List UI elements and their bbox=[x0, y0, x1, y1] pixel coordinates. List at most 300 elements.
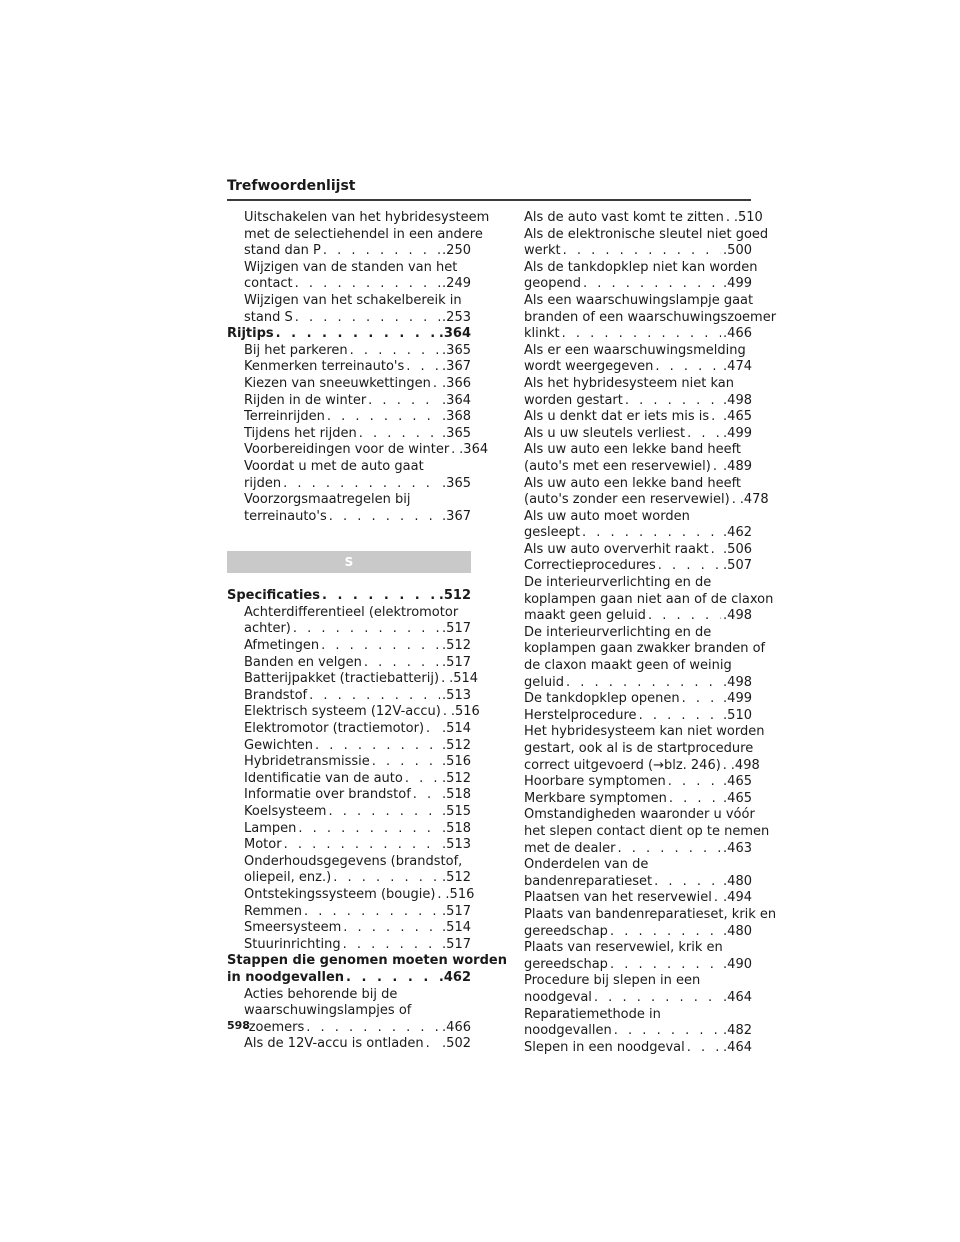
index-entry-text: rijden bbox=[244, 475, 282, 491]
index-entry-text: Banden en velgen bbox=[244, 654, 362, 670]
index-entry-text: -zoemers bbox=[244, 1019, 305, 1035]
dot-leader bbox=[723, 758, 729, 775]
dot-leader bbox=[654, 874, 721, 891]
index-entry-leader-line bbox=[244, 638, 471, 655]
index-entry bbox=[227, 426, 471, 443]
index-entry-page: .510 bbox=[723, 707, 752, 723]
index-entry-text: de claxon maakt geen of weinig bbox=[524, 658, 732, 674]
index-entry-leader-line bbox=[524, 691, 752, 708]
index-entry-page: .464 bbox=[723, 1039, 752, 1055]
index-entry bbox=[524, 1040, 752, 1057]
index-entry bbox=[227, 821, 471, 838]
index-entry bbox=[524, 708, 752, 725]
index-entry bbox=[227, 886, 475, 904]
index-entry-text: Plaats van bandenreparatieset, krik en bbox=[524, 906, 777, 922]
index-entry-page: .499 bbox=[723, 425, 752, 441]
index-entry-page: .478 bbox=[739, 492, 769, 508]
index-entry bbox=[227, 459, 471, 492]
index-entry-text: Ontstekingssysteem (bougie) bbox=[244, 886, 436, 902]
index-entry-text: wordt weergegeven bbox=[524, 359, 654, 375]
index-entry-leader-line bbox=[244, 870, 471, 887]
index-entry-leader-line bbox=[524, 276, 752, 293]
index-entry-text: Koelsysteem bbox=[244, 804, 327, 819]
index-entry-page: .498 bbox=[723, 674, 752, 690]
index-entry-text: met de dealer bbox=[524, 840, 616, 856]
dot-leader bbox=[321, 638, 440, 655]
index-entry-page: .514 bbox=[442, 721, 471, 737]
index-entry-page: .364 bbox=[442, 392, 471, 408]
index-entry bbox=[524, 973, 752, 1006]
index-entry bbox=[227, 671, 479, 688]
index-entry bbox=[524, 906, 777, 940]
index-entry bbox=[227, 721, 471, 738]
index-entry-page: .253 bbox=[442, 309, 471, 325]
index-entry-text: Merkbare symptomen bbox=[524, 790, 667, 806]
dot-leader bbox=[714, 890, 721, 907]
dot-leader bbox=[284, 837, 440, 854]
dot-leader bbox=[562, 326, 721, 343]
dot-leader bbox=[304, 904, 440, 921]
dot-leader bbox=[441, 671, 447, 688]
index-entry-text: Als de 12V-accu is ontladen bbox=[244, 1036, 424, 1052]
index-entry-text: met de selectiehendel in een andere bbox=[244, 226, 483, 242]
index-entry bbox=[227, 376, 471, 393]
index-entry bbox=[227, 754, 471, 771]
index-entry-text: gereedschap bbox=[524, 923, 608, 939]
index-entry-text: klinkt bbox=[524, 326, 560, 342]
index-entry-page: .512 bbox=[438, 588, 471, 604]
dot-leader bbox=[315, 738, 440, 755]
index-entry-page: .498 bbox=[723, 608, 752, 624]
index-entry-page: .513 bbox=[442, 687, 471, 703]
index-entry-page: .506 bbox=[723, 541, 752, 557]
index-entry-text: koplampen gaan niet aan of de claxon bbox=[524, 591, 774, 607]
index-entry bbox=[227, 638, 471, 655]
index-entry bbox=[227, 854, 471, 887]
index-entry bbox=[524, 409, 752, 426]
index-entry-page: .512 bbox=[442, 638, 471, 654]
dot-leader bbox=[451, 442, 457, 459]
index-entry-text: geopend bbox=[524, 276, 581, 292]
index-entry-text: Hybridetransmissie bbox=[244, 754, 370, 770]
index-entry-leader-line bbox=[524, 675, 752, 692]
index-entry bbox=[227, 293, 471, 326]
index-entry-text: Specificaties bbox=[227, 588, 320, 604]
index-entry-text: De interieurverlichting en de bbox=[524, 575, 712, 591]
index-group-left-top bbox=[227, 210, 490, 525]
index-entry-text: Als uw auto een lekke band heeft bbox=[524, 475, 742, 491]
index-entry bbox=[227, 771, 471, 788]
dot-leader bbox=[329, 509, 440, 526]
index-entry-page: .512 bbox=[442, 737, 471, 753]
dot-leader bbox=[405, 771, 440, 788]
index-entry-page: .512 bbox=[442, 870, 471, 886]
index-entry-text: Als uw auto moet worden bbox=[524, 508, 690, 524]
dot-leader bbox=[625, 393, 721, 410]
index-entry bbox=[524, 774, 752, 791]
index-column-left bbox=[227, 210, 507, 1053]
index-entry bbox=[524, 857, 752, 890]
index-entry bbox=[227, 1036, 471, 1053]
dot-leader bbox=[276, 326, 437, 343]
dot-leader bbox=[443, 704, 449, 721]
index-entry-text: Procedure bij slepen in een bbox=[524, 973, 701, 989]
index-entry bbox=[524, 940, 752, 973]
index-entry-leader-line bbox=[244, 442, 489, 459]
dot-leader bbox=[687, 426, 721, 443]
index-entry-text: werkt bbox=[524, 243, 561, 259]
index-entry bbox=[227, 837, 471, 854]
index-entry-text: Wijzigen van het schakelbereik in bbox=[244, 292, 462, 308]
index-entry-leader-line bbox=[524, 409, 752, 426]
index-entry-text: Slepen in een noodgeval bbox=[524, 1039, 685, 1055]
index-entry bbox=[524, 542, 752, 559]
index-entry bbox=[524, 442, 752, 475]
index-entry-leader-line bbox=[244, 704, 480, 721]
index-entry-text: Terreinrijden bbox=[244, 409, 325, 425]
index-entry-text: Uitschakelen van het hybridesysteem bbox=[244, 210, 490, 225]
index-entry bbox=[227, 655, 471, 672]
index-entry bbox=[227, 260, 471, 293]
dot-leader bbox=[711, 409, 721, 426]
index-entry bbox=[524, 558, 752, 575]
index-entry-leader-line bbox=[244, 409, 471, 426]
dot-leader bbox=[309, 688, 440, 705]
dot-leader bbox=[437, 887, 443, 904]
index-entry bbox=[524, 343, 752, 376]
index-entry bbox=[227, 359, 471, 376]
index-entry-page: .517 bbox=[442, 903, 471, 919]
index-entry-page: .250 bbox=[442, 243, 471, 259]
index-entry-text: het slepen contact dient op te nemen bbox=[524, 823, 770, 839]
index-entry-leader-line bbox=[524, 990, 752, 1007]
index-entry-text: Hoorbare symptomen bbox=[524, 774, 666, 790]
index-entry-leader-line bbox=[524, 1023, 752, 1040]
index-entry-page: .517 bbox=[442, 621, 471, 637]
index-entry bbox=[227, 937, 471, 954]
dot-leader bbox=[610, 924, 721, 941]
index-entry-leader-line bbox=[244, 1036, 471, 1053]
index-entry-page: .368 bbox=[442, 409, 471, 425]
dot-leader bbox=[295, 310, 440, 327]
header-rule bbox=[227, 199, 751, 201]
index-entry-text: De interieurverlichting en de bbox=[524, 624, 712, 640]
index-entry bbox=[227, 904, 471, 921]
index-entry bbox=[524, 475, 769, 509]
index-entry-page: .499 bbox=[723, 276, 752, 292]
index-entry bbox=[524, 624, 766, 691]
index-entry-text: Reparatiemethode in bbox=[524, 1006, 661, 1022]
index-entry bbox=[524, 691, 752, 708]
index-entry-leader-line bbox=[524, 957, 752, 974]
dot-leader bbox=[726, 210, 732, 227]
index-column-right bbox=[524, 210, 777, 1056]
index-entry bbox=[227, 588, 471, 605]
index-entry bbox=[524, 376, 752, 409]
index-entry-leader-line bbox=[524, 542, 752, 559]
index-entry-leader-line bbox=[244, 821, 471, 838]
index-entry bbox=[227, 953, 507, 986]
index-entry bbox=[227, 688, 471, 705]
index-entry bbox=[227, 393, 471, 410]
index-entry-leader-line bbox=[244, 393, 471, 410]
index-entry-page: .365 bbox=[442, 342, 471, 358]
index-entry-leader-line bbox=[524, 243, 752, 260]
index-entry-text: Kenmerken terreinauto's bbox=[244, 359, 405, 375]
index-entry-text: Gewichten bbox=[244, 737, 314, 753]
index-entry-page: .498 bbox=[723, 392, 752, 408]
index-entry-text: oliepeil, enz.) bbox=[244, 870, 332, 886]
dot-leader bbox=[368, 393, 440, 410]
index-entry bbox=[524, 210, 763, 227]
index-entry-text: Smeersysteem bbox=[244, 920, 342, 936]
index-entry-leader-line bbox=[524, 924, 752, 941]
index-entry-text: Onderhoudsgegevens (brandstof, bbox=[244, 853, 463, 869]
index-entry-page: .462 bbox=[723, 525, 752, 541]
index-entry-text: Herstelprocedure bbox=[524, 707, 637, 723]
index-entry-page: .365 bbox=[442, 475, 471, 491]
index-entry-leader-line bbox=[244, 886, 475, 904]
dot-leader bbox=[283, 476, 440, 493]
dot-leader bbox=[343, 920, 440, 937]
index-entry-leader-line bbox=[524, 210, 763, 227]
index-entry bbox=[227, 787, 471, 804]
index-entry-leader-line bbox=[244, 276, 471, 293]
index-entry-leader-line bbox=[244, 310, 471, 327]
dot-leader bbox=[682, 691, 721, 708]
index-entry-page: .518 bbox=[442, 787, 471, 803]
index-entry-text: Batterijpakket (tractiebatterij) bbox=[244, 671, 440, 687]
index-entry-text: noodgevallen bbox=[524, 1023, 612, 1039]
index-entry-leader-line bbox=[524, 874, 752, 891]
index-entry-text: Remmen bbox=[244, 903, 303, 919]
index-entry-text: branden of een waarschuwingszoemer bbox=[524, 309, 777, 325]
index-entry bbox=[524, 575, 774, 625]
index-entry bbox=[227, 210, 490, 260]
index-entry-page: .367 bbox=[442, 359, 471, 375]
index-entry-page: .364 bbox=[438, 326, 471, 342]
index-entry-page: .517 bbox=[442, 936, 471, 952]
dot-leader bbox=[582, 525, 721, 542]
index-entry-text: Als u denkt dat er iets mis is bbox=[524, 409, 710, 425]
index-entry-leader-line bbox=[244, 476, 471, 493]
index-entry-leader-line bbox=[524, 708, 752, 725]
dot-leader bbox=[333, 870, 440, 887]
index-entry-leader-line bbox=[524, 791, 752, 808]
index-entry-text: Als het hybridesysteem niet kan bbox=[524, 375, 734, 391]
index-entry-leader-line bbox=[244, 688, 471, 705]
index-entry bbox=[524, 226, 769, 260]
index-group-left-bottom bbox=[227, 588, 507, 1053]
index-entry-leader-line bbox=[244, 671, 479, 688]
index-entry-page: .515 bbox=[442, 804, 471, 819]
dot-leader bbox=[583, 276, 721, 293]
index-entry bbox=[524, 292, 777, 343]
dot-leader bbox=[346, 970, 437, 987]
index-entry bbox=[524, 807, 770, 857]
dot-leader bbox=[668, 774, 721, 791]
dot-leader bbox=[426, 1036, 440, 1053]
index-entry-text: Als uw auto een lekke band heeft bbox=[524, 442, 742, 458]
index-entry-page: .516 bbox=[450, 704, 480, 720]
index-entry-leader-line bbox=[244, 837, 471, 854]
index-entry-text: Het hybridesysteem kan niet worden bbox=[524, 724, 765, 740]
dot-leader bbox=[323, 243, 440, 260]
dot-leader bbox=[687, 1040, 721, 1057]
index-entry-text: Als er een waarschuwingsmelding bbox=[524, 342, 746, 358]
index-entry-text: contact bbox=[244, 276, 293, 292]
index-entry-page: .364 bbox=[459, 442, 489, 458]
index-entry-text: Plaats van reservewiel, krik en bbox=[524, 940, 723, 956]
index-entry-text: geluid bbox=[524, 674, 564, 690]
index-entry-page: .480 bbox=[723, 873, 752, 889]
index-entry-leader-line bbox=[227, 970, 471, 987]
dot-leader bbox=[713, 459, 721, 476]
dot-leader bbox=[364, 655, 440, 672]
index-entry-text: terreinauto's bbox=[244, 508, 327, 524]
index-entry-text: in noodgevallen bbox=[227, 969, 345, 985]
index-entry-text: correct uitgevoerd (→blz. 246) bbox=[524, 757, 721, 773]
dot-leader bbox=[433, 376, 440, 393]
index-entry-text: stand dan P bbox=[244, 243, 321, 259]
index-entry-page: .500 bbox=[723, 243, 752, 259]
index-entry-leader-line bbox=[227, 326, 471, 343]
index-entry-page: .490 bbox=[723, 956, 752, 972]
index-entry-leader-line bbox=[524, 326, 752, 343]
index-entry-text: worden gestart bbox=[524, 392, 623, 408]
index-entry bbox=[524, 791, 752, 808]
index-entry-page: .480 bbox=[723, 923, 752, 939]
index-entry-leader-line bbox=[244, 937, 471, 954]
index-entry-text: Tijdens het rijden bbox=[244, 425, 357, 441]
index-entry-leader-line bbox=[244, 376, 471, 393]
index-entry-text: Voorzorgsmaatregelen bij bbox=[244, 492, 411, 508]
index-entry-page: .514 bbox=[449, 671, 479, 687]
index-entry bbox=[524, 426, 752, 443]
index-entry-page: .462 bbox=[438, 969, 471, 985]
index-entry-page: .466 bbox=[442, 1019, 471, 1035]
index-entry bbox=[227, 987, 471, 1037]
index-entry-text: gesleept bbox=[524, 525, 580, 541]
page-header-title: Trefwoordenlijst bbox=[227, 178, 356, 194]
index-entry-text: Als de auto vast komt te zitten bbox=[524, 210, 724, 225]
page-number: 598 bbox=[227, 1019, 250, 1032]
index-entry-text: Informatie over brandstof bbox=[244, 787, 411, 803]
index-entry bbox=[524, 1007, 752, 1040]
index-entry-leader-line bbox=[244, 787, 471, 804]
dot-leader bbox=[426, 721, 440, 738]
index-entry bbox=[227, 326, 471, 343]
index-entry-page: .517 bbox=[442, 654, 471, 670]
index-entry-page: .482 bbox=[723, 1023, 752, 1039]
dot-leader bbox=[594, 990, 721, 1007]
index-entry-page: .474 bbox=[723, 359, 752, 375]
index-entry-page: .516 bbox=[445, 886, 475, 902]
index-entry-text: Motor bbox=[244, 837, 282, 853]
index-entry-text: Onderdelen van de bbox=[524, 857, 649, 873]
dot-leader bbox=[328, 804, 440, 821]
index-entry-text: Lampen bbox=[244, 820, 297, 836]
index-entry-leader-line bbox=[524, 608, 752, 625]
index-entry bbox=[227, 605, 471, 638]
index-entry-text: gereedschap bbox=[524, 956, 608, 972]
index-entry-text: (auto's zonder een reservewiel) bbox=[524, 492, 730, 508]
index-entry-text: Als een waarschuwingslampje gaat bbox=[524, 292, 754, 308]
index-entry bbox=[227, 343, 471, 360]
index-entry-leader-line bbox=[524, 525, 752, 542]
index-entry-text: Brandstof bbox=[244, 687, 308, 703]
index-entry-text: Identificatie van de auto bbox=[244, 770, 403, 786]
index-entry-leader-line bbox=[524, 1040, 752, 1057]
dot-leader bbox=[306, 1020, 440, 1037]
index-entry-leader-line bbox=[244, 509, 471, 526]
dot-leader bbox=[293, 621, 440, 638]
dot-leader bbox=[617, 841, 721, 858]
index-entry-text: Voordat u met de auto gaat bbox=[244, 458, 424, 474]
index-entry-leader-line bbox=[524, 359, 752, 376]
index-entry-text: gestart, ook al is de startprocedure bbox=[524, 741, 754, 756]
index-entry-leader-line bbox=[524, 492, 769, 509]
index-entry-page: .510 bbox=[733, 210, 763, 225]
index-entry-page: .507 bbox=[723, 558, 752, 574]
index-entry-leader-line bbox=[244, 243, 471, 260]
index-entry-page: .514 bbox=[442, 920, 471, 936]
index-entry-leader-line bbox=[524, 558, 752, 575]
index-entry-leader-line bbox=[244, 359, 471, 376]
dot-leader bbox=[327, 409, 440, 426]
index-entry-page: .518 bbox=[442, 820, 471, 836]
index-group-right bbox=[524, 210, 777, 1056]
index-entry-text: bandenreparatieset bbox=[524, 873, 653, 889]
dot-leader bbox=[648, 608, 721, 625]
index-entry-leader-line bbox=[244, 904, 471, 921]
index-entry bbox=[524, 890, 752, 907]
index-entry bbox=[227, 704, 480, 721]
index-entry-page: .513 bbox=[442, 837, 471, 853]
index-entry-text: Afmetingen bbox=[244, 638, 320, 654]
index-entry-page: .502 bbox=[442, 1036, 471, 1052]
index-entry-page: .463 bbox=[723, 840, 752, 856]
index-entry-leader-line bbox=[244, 621, 471, 638]
index-entry-page: .365 bbox=[442, 425, 471, 441]
index-entry-leader-line bbox=[244, 426, 471, 443]
index-entry bbox=[524, 509, 752, 542]
dot-leader bbox=[359, 426, 440, 443]
index-entry-leader-line bbox=[524, 757, 760, 775]
index-entry-text: Als de tankdopklep niet kan worden bbox=[524, 259, 758, 275]
index-entry-page: .489 bbox=[723, 458, 752, 474]
dot-leader bbox=[639, 708, 721, 725]
dot-leader bbox=[295, 276, 440, 293]
dot-leader bbox=[343, 937, 440, 954]
index-entry-page: .465 bbox=[723, 790, 752, 806]
index-entry-text: Achterdifferentieel (elektromotor bbox=[244, 604, 459, 620]
index-entry-leader-line bbox=[227, 588, 471, 605]
index-entry-page: .466 bbox=[723, 326, 752, 342]
index-entry-text: Stappen die genomen moeten worden bbox=[227, 953, 507, 969]
index-entry-text: Elektromotor (tractiemotor) bbox=[244, 721, 425, 737]
index-entry bbox=[227, 409, 471, 426]
index-entry-page: .464 bbox=[723, 989, 752, 1005]
dot-leader bbox=[413, 787, 440, 804]
index-entry bbox=[227, 804, 471, 821]
dot-leader bbox=[655, 359, 721, 376]
dot-leader bbox=[732, 492, 738, 509]
index-entry-text: Bij het parkeren bbox=[244, 342, 348, 358]
index-entry-text: (auto's met een reservewiel) bbox=[524, 458, 711, 474]
index-entry-leader-line bbox=[524, 890, 752, 907]
index-entry-text: Als de elektronische sleutel niet goed bbox=[524, 226, 769, 242]
